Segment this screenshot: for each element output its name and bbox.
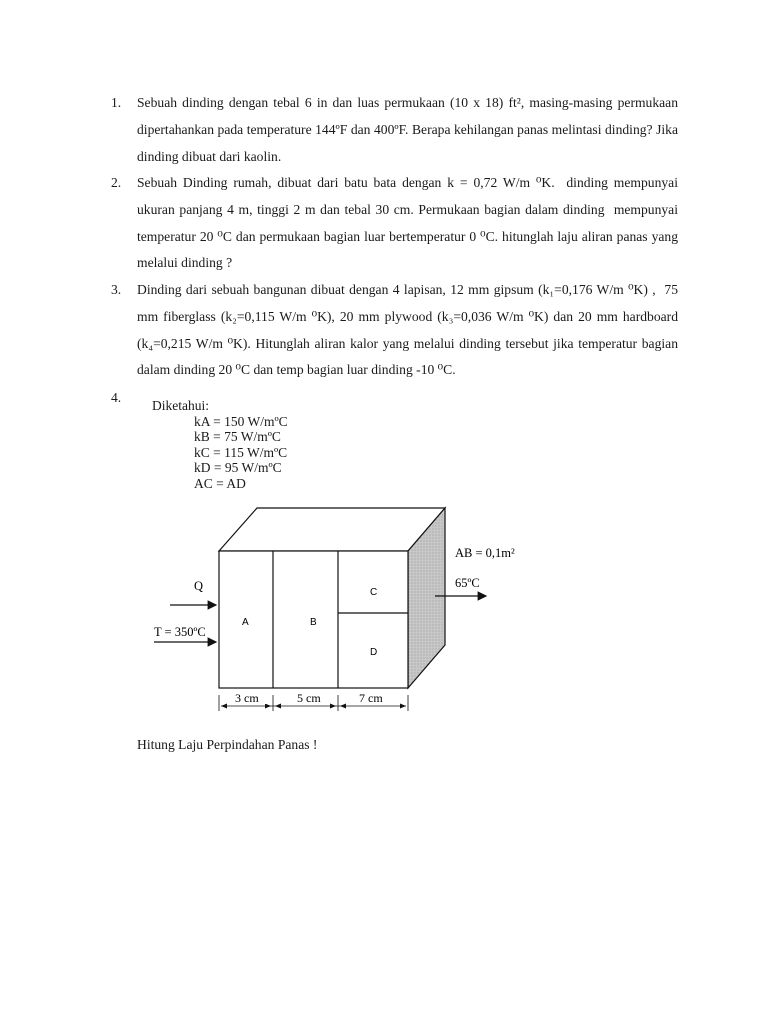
- question-2: [111, 170, 682, 277]
- area-b-label: AB = 0,1m²: [455, 546, 515, 560]
- layer-label-d: D: [370, 647, 378, 658]
- given-line: kA = 150 W/mºC: [194, 413, 288, 429]
- question-text: Dinding dari sebuah bangunan dibuat dengan 4 lapisan, 12 mm gipsum (k₁=0,176 W/m ⁰K) , 75 mm fiberglass (k₂=0,115 W/m ⁰K), 20 mm plywood (k₃=0,036 W/m ⁰K) dan 20 mm hardboard (k₄=0,215 W/m ⁰K). Hitunglah aliran kalor yang melalui dinding tersebut jika temperatur bagian dalam dinding 20 ⁰C dan temp bagian luar dinding -10 ⁰C.: [137, 282, 682, 378]
- given-line: kC = 115 W/mºC: [194, 444, 288, 460]
- given-line: kB = 75 W/mºC: [194, 429, 281, 445]
- given-block: [152, 398, 288, 492]
- question-text: Sebuah Dinding rumah, dibuat dari batu bata dengan k = 0,72 W/m ⁰K. dinding mempunyai ukuran panjang 4 m, tinggi 2 m dan tebal 30 cm. Permukaan bagian dalam dinding mempunyai temperatur 20 ⁰C dan permukaan bagian luar bertemperatur 0 ⁰C. hitunglah laju aliran panas yang melalui dinding ?: [137, 175, 682, 271]
- given-line: kD = 95 W/mºC: [194, 460, 282, 476]
- given-title: Diketahui:: [152, 398, 209, 413]
- outlet-temperature: 65ºC: [455, 576, 480, 590]
- heat-flow-label: Q: [194, 579, 204, 593]
- dim-cd: 7 cm: [359, 691, 383, 705]
- composite-wall-diagram: [150, 495, 550, 720]
- layer-label-b: B: [310, 617, 317, 628]
- given-line: AC = AD: [194, 475, 246, 491]
- box-top-face: [219, 508, 445, 551]
- question-number: 2.: [111, 175, 122, 190]
- dim-b: 5 cm: [297, 691, 321, 705]
- question-text: Sebuah dinding dengan tebal 6 in dan luas permukaan (10 x 18) ft², masing-masing permukaan dipertahankan pada temperature 144ºF dan 400ºF. Berapa kehilangan panas melintasi dinding? Jika dinding dibuat dari kaolin.: [137, 95, 682, 164]
- question-1: [111, 90, 682, 170]
- layer-label-c: C: [370, 587, 378, 598]
- inlet-temperature: T = 350ºC: [154, 625, 206, 639]
- question-number: 4.: [111, 390, 122, 405]
- task-instruction: Hitung Laju Perpindahan Panas !: [137, 737, 318, 752]
- question-number: 3.: [111, 282, 122, 297]
- layer-label-a: A: [242, 617, 249, 628]
- dim-a: 3 cm: [235, 691, 259, 705]
- question-number: 1.: [111, 95, 122, 110]
- question-3: [111, 277, 682, 384]
